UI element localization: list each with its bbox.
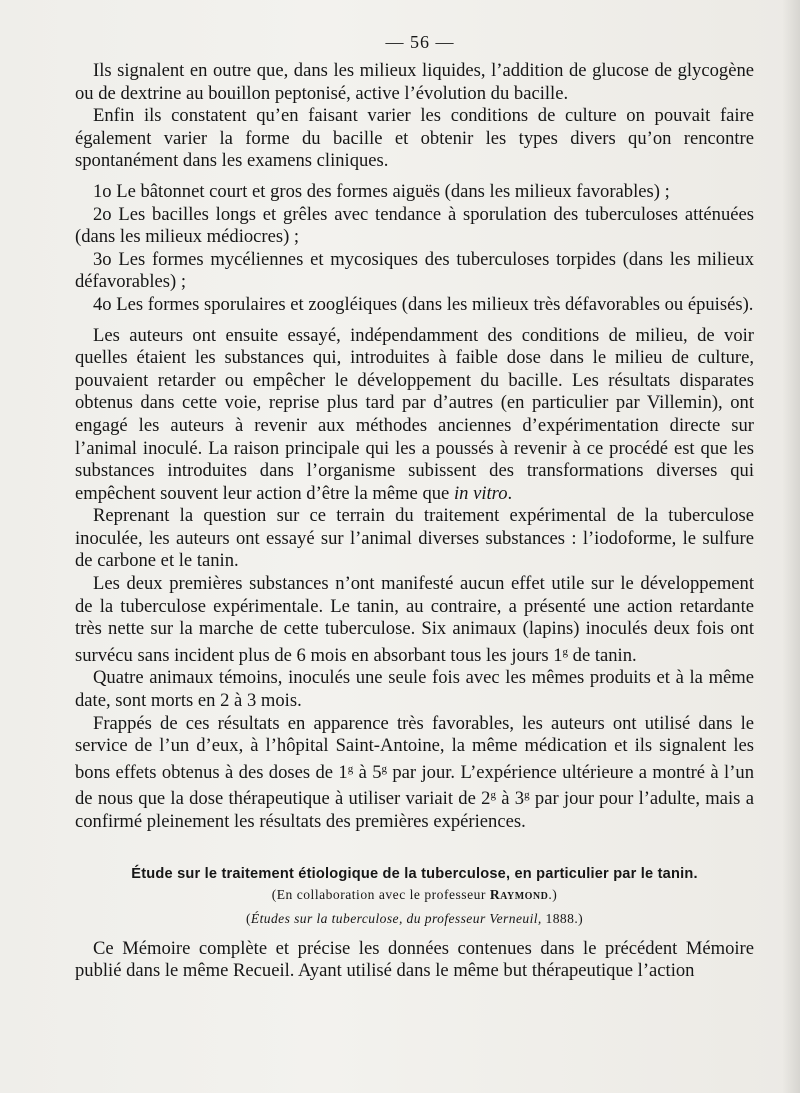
dose-text: par jour. L’expérience ultérieure a montré à l’un de nous que la dose thérapeutique à utiliser variait de 2 xyxy=(75,761,754,810)
paragraph-text: Les auteurs ont ensuite essayé, indépendamment des conditions de milieu, de voir quelles étaient les substances qui, introduites à faible dose dans le milieu de culture, pouvaient retarder ou empêcher le développement du bacille. Les résultats disparates obtenus dans cette voie, reprise plus tard par d’autres (en particulier par Villemin), ont engagé les auteurs à revenir aux méthodes anciennes d’expérimentation directe sur l’animal inoculé. La raison principale qui les a poussés à revenir à ce procédé est que les substances introduites dans l’organisme subissent des transformations diverses qui empêchent souvent leur action d’être la même que xyxy=(75,324,754,504)
paragraph: Quatre animaux témoins, inoculés une seule fois avec les mêmes produits et à la même date, sont morts en 2 à 3 mois. xyxy=(75,667,754,712)
collab-suffix: .) xyxy=(548,886,558,902)
paragraph: Ce Mémoire complète et précise les données contenues dans le précédent Mémoire publié dans le même Recueil. Ayant utilisé dans le même but thérapeutique l’action xyxy=(75,937,754,982)
paragraph xyxy=(75,325,754,506)
dose-text: à 3 xyxy=(495,788,525,810)
source-citation xyxy=(75,906,754,932)
paragraph: Enfin ils constatent qu’en faisant varier les conditions de culture on pouvait faire également varier la forme du bacille et obtenir les types divers qu’on rencontre spontanément dans les examens cliniques. xyxy=(75,105,754,172)
source-year: 1888.) xyxy=(541,910,584,926)
paragraph xyxy=(75,713,754,834)
source-title: Études sur la tuberculose, du professeur Verneuil, xyxy=(250,910,542,926)
body-text xyxy=(75,60,754,983)
dose-text: par jour pour l’adulte, mais a confirmé pleinement les résultats des premières expériences. xyxy=(75,788,754,832)
gram-unit: g xyxy=(562,645,568,658)
list-item: 3o Les formes mycéliennes et mycosiques des tuberculoses torpides (dans les milieux défavorables) ; xyxy=(75,248,754,293)
collab-name: Raymond xyxy=(489,886,549,902)
gram-unit: g xyxy=(524,789,530,802)
period: . xyxy=(507,482,513,504)
paragraph-text: Frappés de ces résultats en apparence très favorables, les auteurs ont utilisé dans le service de l’un d’eux, à l’hôpital Saint-Antoine, la même médication et ils signalent les bons effets obtenus à des doses de 1 xyxy=(75,712,754,783)
section-title: Étude sur le traitement étiologique de la tuberculose, en particulier par le tanin. xyxy=(131,865,698,882)
page-number: — 56 — xyxy=(385,32,455,52)
paragraph-tail: de tanin. xyxy=(568,644,637,666)
source-open: ( xyxy=(245,910,251,926)
page-edge-shadow xyxy=(782,0,800,1093)
paragraph xyxy=(75,573,754,667)
gram-unit: g xyxy=(347,762,354,775)
in-vitro-italic: in vitro xyxy=(453,482,508,504)
list-item: 2o Les bacilles longs et grêles avec tendance à sporulation des tuberculoses atténuées (dans les milieux médiocres) ; xyxy=(75,203,754,248)
paragraph: Ils signalent en outre que, dans les milieux liquides, l’addition de glucose de glycogène ou de dextrine au bouillon peptonisé, active l’évolution du bacille. xyxy=(75,60,754,104)
list-item: 1o Le bâtonnet court et gros des formes aiguës (dans les milieux favorables) ; xyxy=(93,180,670,202)
paragraph-text: Les deux premières substances n’ont manifesté aucun effet utile sur le développement de la tuberculose expérimentale. Le tanin, au contraire, a présenté une action retardante très nette sur la marche de cette tuberculose. Six animaux (lapins) inoculés deux fois ont survécu sans incident plus de 6 mois en absorbant tous les jours 1 xyxy=(75,573,754,666)
collaboration-note xyxy=(75,884,754,906)
dose-text: à 5 xyxy=(353,761,382,783)
gram-unit: g xyxy=(490,789,496,802)
list-item: 4o Les formes sporulaires et zoogléiques (dans les milieux très défavorables ou épuisés). xyxy=(93,293,754,315)
collab-prefix: (En collaboration avec le professeur xyxy=(271,886,490,902)
gram-unit: g xyxy=(381,762,388,775)
paragraph: Reprenant la question sur ce terrain du traitement expérimental de la tuberculose inoculée, les auteurs ont essayé sur l’animal diverses substances : l’iodoforme, le sulfure de carbone et le tanin. xyxy=(75,505,754,572)
section-heading xyxy=(75,864,754,932)
